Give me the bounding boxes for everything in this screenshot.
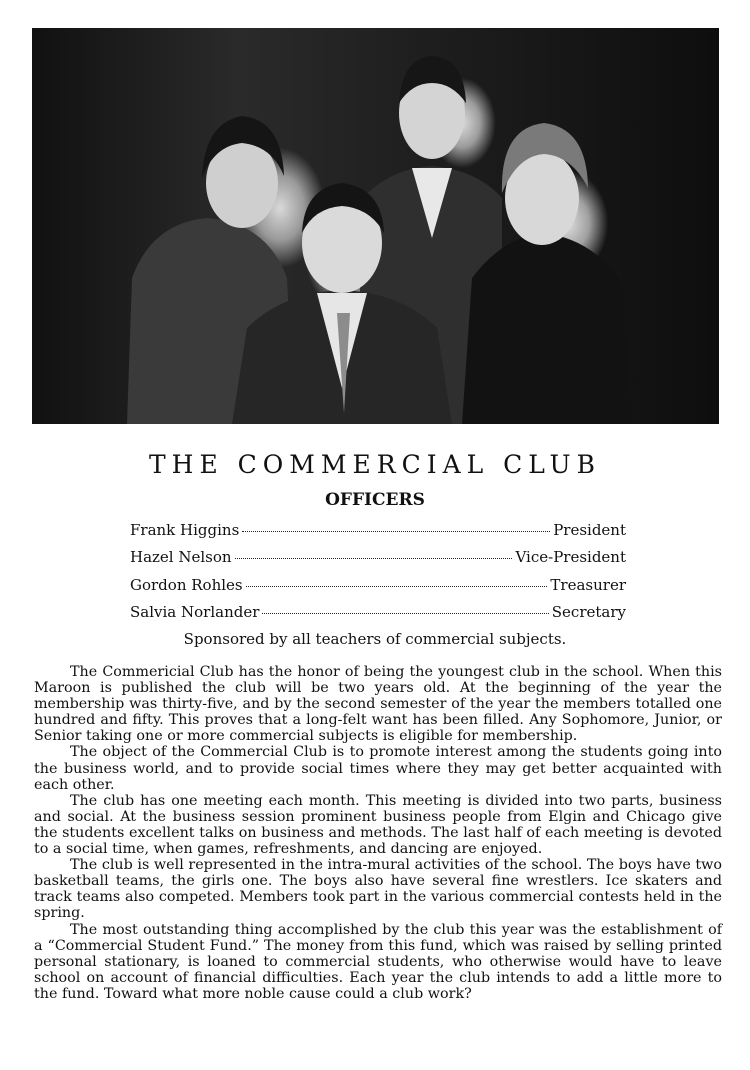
group-photo-icon [32, 28, 719, 424]
dotted-leader [242, 531, 550, 532]
paragraph: The club has one meeting each month. This meeting is divided into two parts, business and social. At the business session prominent business people from Elgin and Chicago give the students excellent talks on business and methods. The last half of each meeting is devoted to a social time, when games, refreshments, and dancing are enjoyed. [34, 792, 722, 858]
dotted-leader [262, 613, 548, 614]
officer-role: President [553, 521, 626, 539]
officer-name: Hazel Nelson [130, 548, 232, 566]
officer-role: Vice-President [515, 548, 626, 566]
article-body [34, 664, 722, 1002]
paragraph: The Commericial Club has the honor of being the youngest club in the school. When this Maroon is published the club will be two years old. At the beginning of the year the membership was thirty-five, and by the second semester of the year the members totalled one hundred and fifty. This proves that a long-felt want has been filled. Any Sophomore, Junior, or Senior taking one or more commercial subjects is eligible for membership. [34, 664, 722, 745]
group-photo [32, 28, 719, 424]
officers-heading: OFFICERS [325, 490, 425, 510]
page-title: THE COMMERCIAL CLUB [149, 450, 601, 479]
paragraph: The most outstanding thing accomplished by the club this year was the establishment of a “Commercial Student Fund.” The money from this fund, which was raised by selling printed personal stationary, is loaned to commercial students, who otherwise would have to leave school on account of financial difficulties. Each year the club intends to add a little more to the fund. Toward what more noble cause could a club work? [34, 921, 722, 1002]
officer-role: Treasurer [550, 576, 626, 594]
dotted-leader [235, 558, 513, 559]
paragraph: The club is well represented in the intra-mural activities of the school. The boys have two basketball teams, the girls one. The boys also have several fine wrestlers. Ice skaters and track teams also competed. Members took part in the various commercial contests held in the spring. [34, 857, 722, 922]
officer-row-vice-president [130, 548, 626, 568]
officer-row-president [130, 521, 626, 541]
officer-name: Salvia Norlander [130, 603, 260, 621]
paragraph: The object of the Commercial Club is to promote interest among the students going into the business world, and to provide social times where they may get better acquainted with each other. [34, 744, 722, 793]
officer-role: Secretary [551, 603, 626, 621]
officer-row-treasurer [130, 576, 626, 596]
dotted-leader [246, 586, 548, 587]
officer-name: Frank Higgins [130, 521, 240, 539]
sponsor-line: Sponsored by all teachers of commercial subjects. [183, 630, 567, 648]
officer-row-secretary [130, 603, 626, 623]
officer-name: Gordon Rohles [130, 576, 243, 594]
